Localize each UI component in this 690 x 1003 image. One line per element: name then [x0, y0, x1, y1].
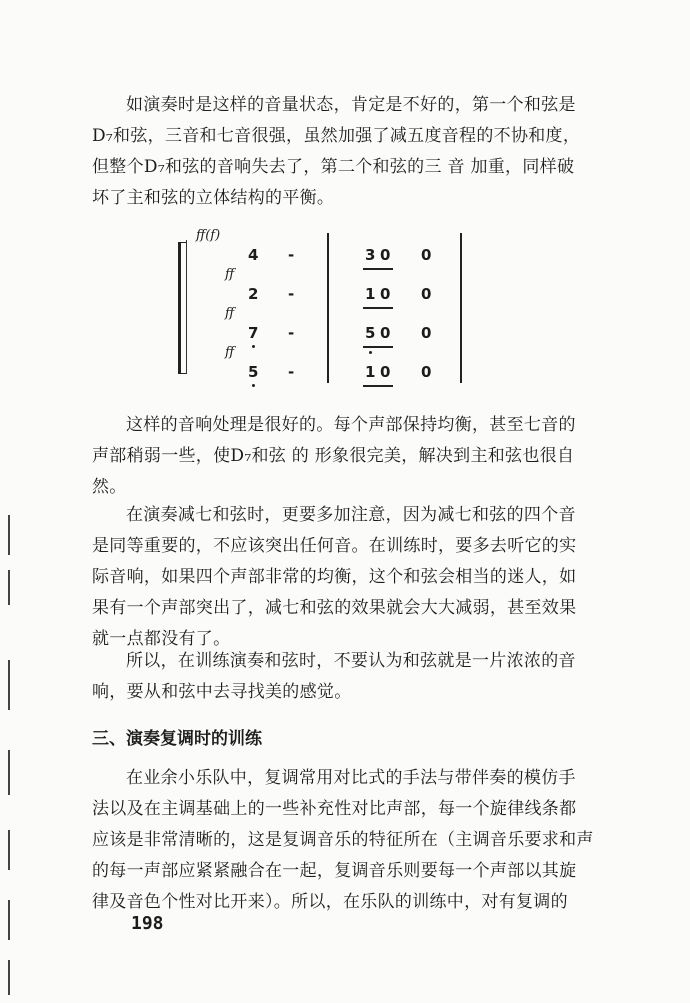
text-line: 果有一个声部突出了，减七和弦的效果就会大大减弱，甚至效果 — [92, 598, 577, 618]
section-heading: 三、演奏复调时的训练 — [92, 729, 262, 749]
paragraph-3 — [92, 500, 642, 655]
text-line: 所以，在训练演奏和弦时，不要认为和弦就是一片浓浓的音 — [126, 651, 576, 671]
low-octave-dot — [252, 384, 255, 387]
score-row — [170, 306, 480, 344]
rest-dash: - — [288, 285, 295, 303]
music-score — [170, 228, 480, 388]
dynamic-marking: ff — [225, 345, 235, 360]
note: 0 — [380, 246, 391, 264]
paragraph-1 — [92, 90, 642, 214]
note: 1 — [365, 285, 376, 303]
text-line: 但整个D₇和弦的音响失去了，第二个和弦的三 音 加重，同样破 — [92, 157, 575, 177]
low-octave-dot — [252, 345, 255, 348]
rest-dash: - — [288, 324, 295, 342]
text-line: 法以及在主调基础上的一些补充性对比声部，每一个旋律线条都 — [92, 799, 577, 819]
scan-artifact — [8, 515, 10, 555]
score-row — [170, 228, 480, 266]
text-line: D₇和弦，三音和七音很强，虽然加强了减五度音程的不协和度， — [92, 126, 581, 146]
text-line: 这样的音响处理是很好的。每个声部保持均衡，甚至七音的 — [126, 415, 576, 435]
paragraph-2 — [92, 410, 642, 503]
scan-artifact — [8, 830, 10, 870]
eighth-beam — [363, 268, 393, 270]
text-line: 律及音色个性对比开来）。所以，在乐队的训练中，对有复调的 — [92, 892, 568, 912]
rest-dash: - — [288, 246, 295, 264]
text-line: 然。 — [92, 477, 127, 497]
note: 0 — [421, 285, 432, 303]
text-line: 响，要从和弦中去寻找美的感觉。 — [92, 682, 352, 702]
text-line: 际音响，如果四个声部非常的均衡，这个和弦会相当的迷人，如 — [92, 567, 577, 587]
dynamic-marking: ff — [225, 267, 235, 282]
text-line: 在业余小乐队中，复调常用对比式的手法与带伴奏的模仿手 — [126, 768, 576, 788]
text-line: 的每一声部应紧紧融合在一起，复调音乐则要每一个声部以其旋 — [92, 861, 577, 881]
scan-artifact — [8, 570, 10, 605]
scan-artifact — [8, 660, 10, 710]
note: 0 — [380, 324, 391, 342]
note: 0 — [421, 363, 432, 381]
note: 0 — [380, 285, 391, 303]
paragraph-5 — [92, 763, 642, 918]
rest-dash: - — [288, 363, 295, 381]
note: 7 — [248, 324, 259, 342]
note: 3 — [365, 246, 376, 264]
note: 0 — [421, 324, 432, 342]
text-line: 声部稍弱一些，使D₇和弦 的 形象很完美，解决到主和弦也很自 — [92, 446, 575, 466]
note: 2 — [248, 285, 259, 303]
note: 0 — [380, 363, 391, 381]
paragraph-4 — [92, 646, 642, 708]
dynamic-marking: ff(f) — [196, 228, 221, 243]
note: 0 — [421, 246, 432, 264]
scan-artifact — [8, 750, 10, 795]
scan-artifact — [8, 960, 10, 995]
note: 5 — [248, 363, 259, 381]
text-line: 坏了主和弦的立体结构的平衡。 — [92, 188, 335, 208]
note: 5 — [365, 324, 376, 342]
text-line: 就一点都没有了。 — [92, 629, 231, 649]
text-line: 是同等重要的，不应该突出任何音。在训练时，要多去听它的实 — [92, 536, 577, 556]
text-line: 应该是非常清晰的，这是复调音乐的特征所在（主调音乐要求和声 — [92, 830, 594, 850]
eighth-beam — [363, 346, 393, 348]
eighth-beam — [363, 385, 393, 387]
score-row — [170, 267, 480, 305]
note: 4 — [248, 246, 259, 264]
dynamic-marking: ff — [225, 306, 235, 321]
note: 1 — [365, 363, 376, 381]
eighth-beam — [363, 307, 393, 309]
text-line: 如演奏时是这样的音量状态，肯定是不好的，第一个和弦是 — [126, 95, 576, 115]
score-row — [170, 345, 480, 383]
page-number: 198 — [131, 913, 164, 934]
scan-artifact — [8, 900, 10, 940]
text-line: 在演奏减七和弦时，更要多加注意，因为减七和弦的四个音 — [126, 505, 576, 525]
